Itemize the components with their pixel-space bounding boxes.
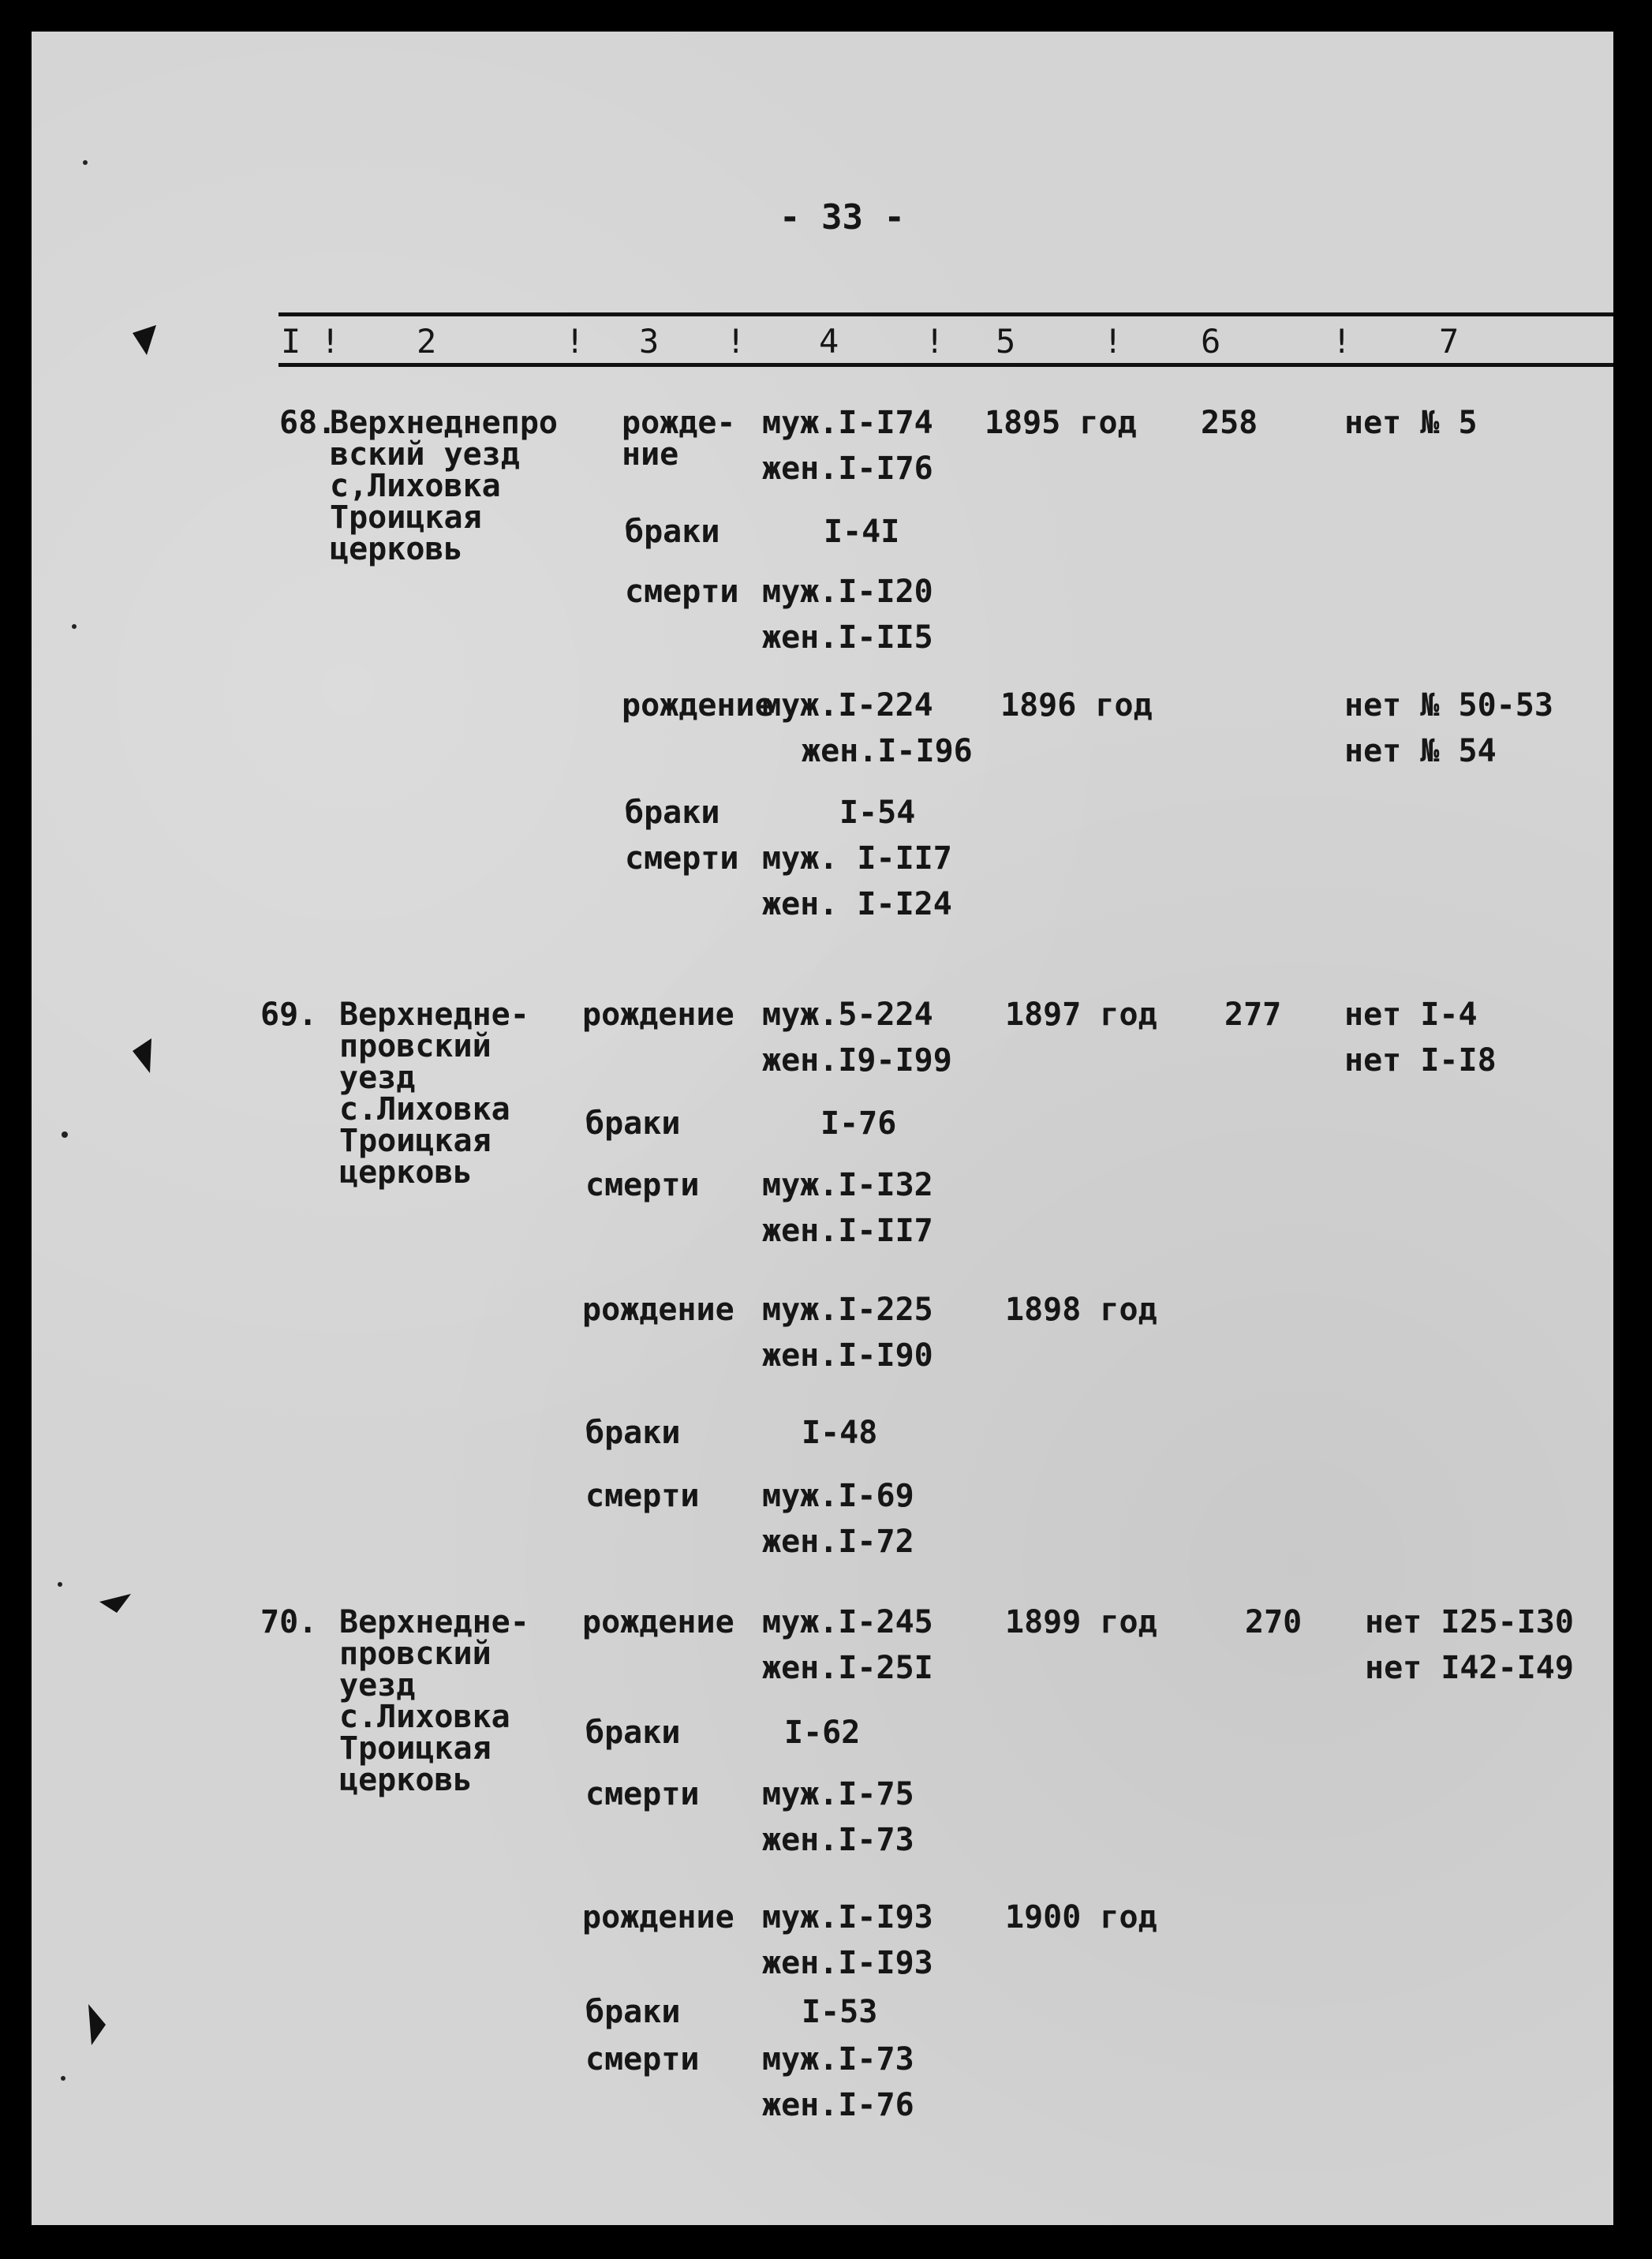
record-marriage: I-62 (784, 1715, 861, 1751)
note: нет № 54 (1344, 733, 1497, 769)
location-line: провский (339, 1636, 491, 1672)
col-6-header: 6 (1201, 322, 1221, 361)
location-line: с.Лиховка (339, 1699, 510, 1735)
event-type-birth: рождение (582, 1292, 734, 1328)
location-line: с,Лиховка (330, 468, 501, 504)
event-type-death: смерти (585, 1478, 700, 1514)
header-rule-top (278, 312, 1613, 316)
location-line: церковь (339, 1154, 473, 1191)
note: нет № 5 (1344, 405, 1478, 441)
record-female: жен.I-76 (762, 2087, 914, 2123)
event-type-birth: рождение (582, 997, 734, 1033)
year: 1896 год (1000, 687, 1153, 724)
col-1-header: I (281, 322, 301, 361)
record-male: муж.I-225 (762, 1292, 933, 1328)
event-type-marriage: браки (585, 1715, 681, 1751)
col-separator: ! (726, 322, 746, 361)
record-male: муж.I-69 (762, 1478, 914, 1514)
record-male: муж.I-73 (762, 2041, 914, 2078)
col-separator: ! (1332, 322, 1352, 361)
record-female: жен.I9-I99 (762, 1042, 952, 1079)
record-female: жен.I-25I (762, 1650, 933, 1686)
col-separator: ! (565, 322, 585, 361)
event-type-death: смерти (585, 1776, 700, 1812)
col-separator: ! (925, 322, 945, 361)
note: нет I-4 (1344, 997, 1478, 1033)
location-line: Троицкая (330, 499, 482, 536)
binding-marks (32, 32, 189, 2225)
speck-mark (58, 1582, 62, 1587)
record-male: муж.I-75 (762, 1776, 914, 1812)
header-rule-bottom (278, 363, 1613, 367)
hole-mark (133, 1038, 151, 1073)
col-5-header: 5 (996, 322, 1016, 361)
page-number: - 33 - (779, 197, 905, 237)
note: нет № 50-53 (1344, 687, 1553, 724)
entry-number: 68. (279, 405, 337, 441)
year: 1898 год (1005, 1292, 1157, 1328)
col-3-header: 3 (639, 322, 660, 361)
record-marriage: I-4I (824, 514, 900, 550)
record-female: жен.I-I96 (802, 733, 973, 769)
event-type-birth: рождение (582, 1899, 734, 1935)
hole-mark (133, 325, 156, 355)
hole-mark (99, 1594, 131, 1613)
record-female: жен.I-II7 (762, 1213, 933, 1249)
location-line: с.Лиховка (339, 1091, 510, 1128)
record-female: жен.I-I93 (762, 1945, 933, 1981)
location-line: Верхнеднепро (330, 405, 558, 441)
record-male: муж.I-I20 (762, 574, 933, 610)
event-type-marriage: браки (625, 795, 720, 831)
record-male: муж.I-I93 (762, 1899, 933, 1935)
event-type-birth: рождение (622, 687, 774, 724)
event-type-marriage: браки (585, 1994, 681, 2030)
location-line: Верхнедне- (339, 997, 529, 1033)
location-line: Троицкая (339, 1123, 491, 1159)
event-type-marriage: браки (585, 1415, 681, 1451)
location-line: Верхнедне- (339, 1604, 529, 1640)
count: 277 (1224, 997, 1282, 1033)
count: 270 (1245, 1604, 1303, 1640)
entry-number: 69. (260, 997, 318, 1033)
record-marriage: I-54 (839, 795, 916, 831)
note: нет I-I8 (1344, 1042, 1497, 1079)
record-marriage: I-53 (802, 1994, 878, 2030)
note: нет I42-I49 (1365, 1650, 1574, 1686)
location-line: церковь (339, 1762, 473, 1798)
event-type-birth: рожде- (622, 405, 736, 441)
speck-mark (72, 624, 77, 629)
location-line: Троицкая (339, 1730, 491, 1767)
location-line: церковь (330, 531, 463, 567)
record-female: жен.I-72 (762, 1524, 914, 1560)
record-female: жен.I-I90 (762, 1337, 933, 1374)
event-type-birth: рождение (582, 1604, 734, 1640)
record-male: муж.I-224 (762, 687, 933, 724)
record-male: муж.I-I32 (762, 1167, 933, 1203)
col-separator: ! (320, 322, 341, 361)
record-female: жен. I-I24 (762, 886, 952, 922)
record-male: муж.I-I74 (762, 405, 933, 441)
event-type-marriage: браки (585, 1105, 681, 1142)
count: 258 (1201, 405, 1258, 441)
speck-mark (62, 1131, 68, 1138)
record-female: жен.I-II5 (762, 619, 933, 656)
hole-mark (88, 2004, 106, 2045)
entry-number: 70. (260, 1604, 318, 1640)
note: нет I25-I30 (1365, 1604, 1574, 1640)
location-line: вский уезд (330, 436, 520, 473)
event-type-death: смерти (625, 574, 739, 610)
event-type-marriage: браки (625, 514, 720, 550)
record-female: жен.I-I76 (762, 451, 933, 487)
col-separator: ! (1103, 322, 1123, 361)
year: 1895 год (985, 405, 1137, 441)
col-7-header: 7 (1439, 322, 1460, 361)
speck-mark (61, 2076, 65, 2081)
event-type-death: смерти (585, 2041, 700, 2078)
event-type-death: смерти (585, 1167, 700, 1203)
event-type-birth: ние (622, 436, 679, 473)
record-female: жен.I-73 (762, 1822, 914, 1858)
record-male: муж. I-II7 (762, 840, 952, 877)
event-type-death: смерти (625, 840, 739, 877)
col-4-header: 4 (819, 322, 839, 361)
record-marriage: I-48 (802, 1415, 878, 1451)
record-male: муж.5-224 (762, 997, 933, 1033)
speck-mark (83, 160, 88, 165)
document-page (32, 32, 1613, 2225)
year: 1900 год (1005, 1899, 1157, 1935)
year: 1899 год (1005, 1604, 1157, 1640)
record-marriage: I-76 (820, 1105, 897, 1142)
year: 1897 год (1005, 997, 1157, 1033)
record-male: муж.I-245 (762, 1604, 933, 1640)
col-2-header: 2 (417, 322, 437, 361)
location-line: уезд (339, 1667, 416, 1704)
location-line: уезд (339, 1060, 416, 1096)
location-line: провский (339, 1028, 491, 1064)
